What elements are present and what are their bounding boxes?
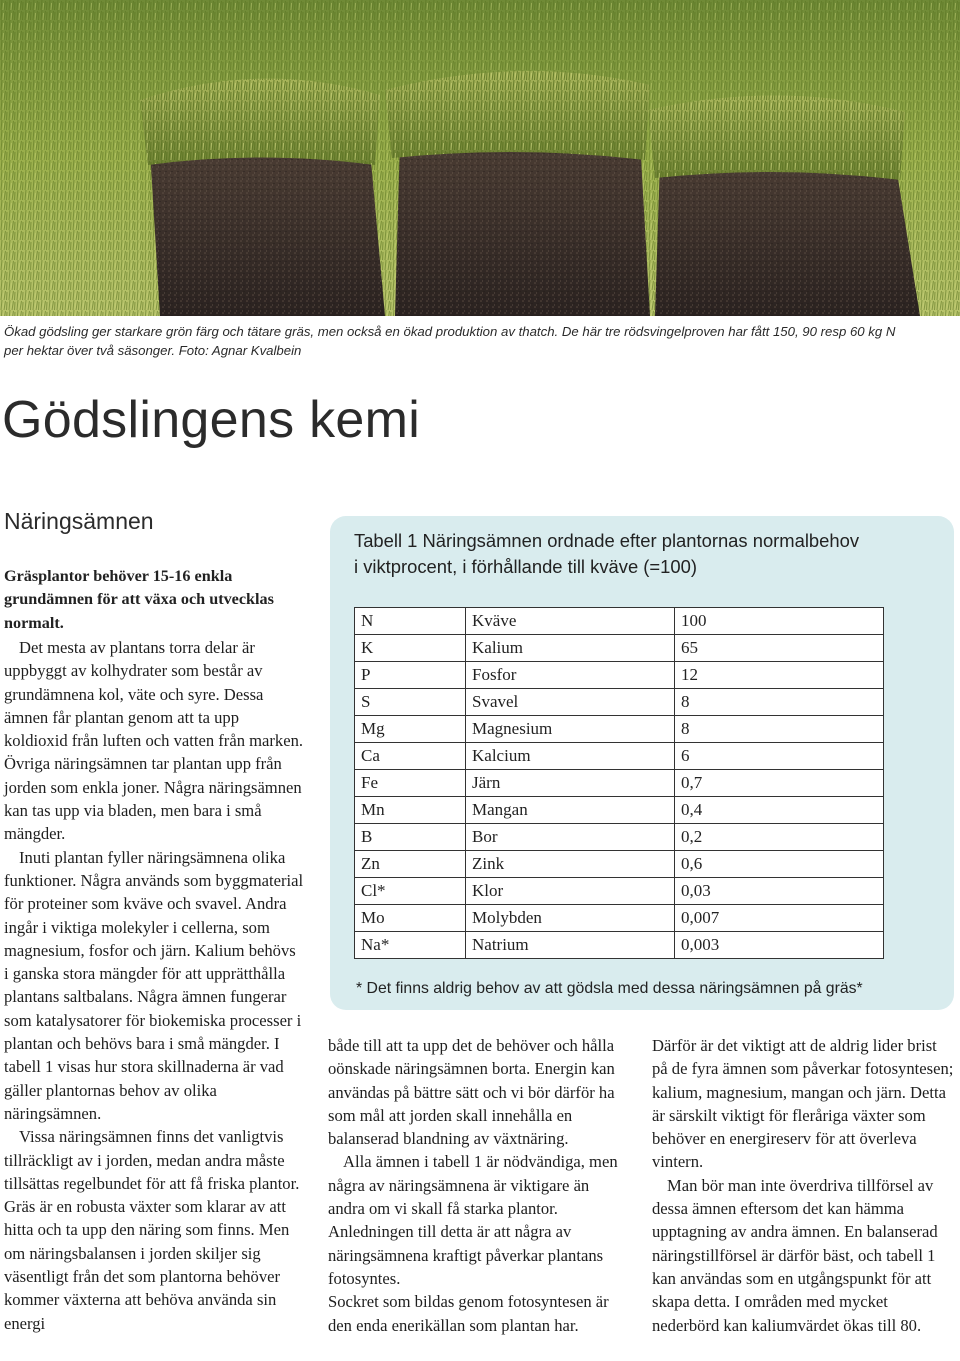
symbol-cell: K <box>355 635 466 662</box>
value-cell: 8 <box>675 689 884 716</box>
photo-caption <box>4 322 954 360</box>
table-title <box>354 528 944 580</box>
name-cell: Magnesium <box>466 716 675 743</box>
table-row <box>355 608 884 635</box>
caption-line-2: per hektar över två säsonger. Foto: Agnar Kvalbein <box>4 343 302 358</box>
symbol-cell: Zn <box>355 851 466 878</box>
symbol-cell: S <box>355 689 466 716</box>
table-row <box>355 932 884 959</box>
turf-samples-illustration <box>0 0 960 316</box>
table-row <box>355 635 884 662</box>
value-cell: 65 <box>675 635 884 662</box>
name-cell: Klor <box>466 878 675 905</box>
symbol-cell: N <box>355 608 466 635</box>
table-row <box>355 905 884 932</box>
paragraph: Inuti plantan fyller näringsämnena olika funktioner. Några används som byggmaterial för proteiner som kväve och svavel. Andra ingår i viktiga molekyler i cellerna, som magnesium, fosfor och järn. Kalium behövs i ganska stora mängder för att upprätthålla plantans saltbalans. Några ämnen fungerar som katalysatorer för biokemiska processer i plantan och behövs bara i små mängder. I tabell 1 visas hur stora skillnaderna är vad gäller plantornas behov av olika näringsämnen. <box>4 847 304 1123</box>
symbol-cell: Na* <box>355 932 466 959</box>
symbol-cell: Mo <box>355 905 466 932</box>
paragraph: både till att ta upp det de behöver och hålla oönskade näringsämnen borta. Energin kan användas på bättre sätt och vi bör därför ha som mål att jorden skall innehålla en balanserad blandning av växtnäring. <box>328 1036 615 1149</box>
value-cell: 0,003 <box>675 932 884 959</box>
table-row <box>355 797 884 824</box>
paragraph: Vissa näringsämnen finns det vanligtvis tillräckligt av i jorden, medan andra måste tillsättas regelbundet för att få friska plantor. Gräs är en robusta växter som klarar av att hitta och ta upp den näring som finns. Men om näringsbalansen i jorden skiljer sig väsentligt från det som plantorna behöver kommer växterna att behöva använda sin energi <box>4 1127 300 1333</box>
table-row <box>355 662 884 689</box>
nutrient-table <box>354 607 884 959</box>
name-cell: Järn <box>466 770 675 797</box>
table-row <box>355 716 884 743</box>
name-cell: Molybden <box>466 905 675 932</box>
lead-paragraph: Gräsplantor behöver 15-16 enkla grundämnen för att växa och utvecklas normalt. <box>4 567 274 632</box>
table-row <box>355 878 884 905</box>
body-column-3 <box>652 1034 954 1337</box>
name-cell: Kalcium <box>466 743 675 770</box>
paragraph: Man bör man inte överdriva tillförsel av dessa ämnen eftersom det kan hämma upptagning av andra ämnen. En balanserad näringstillförsel är därför bäst, och tabell 1 kan användas som en utgångspunkt för att skapa detta. I områden med mycket nederbörd kan kaliumvärdet ökas till 80. <box>652 1175 938 1335</box>
symbol-cell: Fe <box>355 770 466 797</box>
value-cell: 0,6 <box>675 851 884 878</box>
name-cell: Kväve <box>466 608 675 635</box>
value-cell: 6 <box>675 743 884 770</box>
table-row <box>355 824 884 851</box>
table-row <box>355 770 884 797</box>
symbol-cell: Mn <box>355 797 466 824</box>
table-title-line-1: Tabell 1 Näringsämnen ordnade efter plantornas normalbehov <box>354 530 860 551</box>
page-title: Gödslingens kemi <box>2 391 421 449</box>
value-cell: 0,2 <box>675 824 884 851</box>
body-column-2 <box>328 1034 630 1337</box>
turf-samples-photo <box>0 0 960 316</box>
paragraph: Det mesta av plantans torra delar är uppbyggt av kolhydrater som består av grundämnena kol, väte och syre. Dessa ämnen får plantan genom att ta upp koldioxid från luften och vatten från marken. Övriga näringsämnen tar plantan upp från jorden som enkla joner. Några näringsämnen kan tas upp via bladen, men bara i små mängder. <box>4 638 304 844</box>
section-heading: Näringsämnen <box>4 508 154 534</box>
value-cell: 0,03 <box>675 878 884 905</box>
paragraph: Därför är det viktigt att de aldrig lider brist på de fyra ämnen som påverkar fotosyntesen; kalium, magnesium, mangan och järn. Detta är särskilt viktigt för fleråriga växter som behöver en energireserv för att överleva vintern. <box>652 1036 954 1172</box>
name-cell: Mangan <box>466 797 675 824</box>
paragraph: Alla ämnen i tabell 1 är nödvändiga, men några av näringsämnena är viktigare än andra om vi skall få starka plantor. Anledningen till detta är att några av näringsämnena kraftigt påverkar plantans fotosyntes. <box>328 1152 618 1288</box>
symbol-cell: Ca <box>355 743 466 770</box>
body-column-1 <box>4 636 304 1335</box>
value-cell: 100 <box>675 608 884 635</box>
value-cell: 0,7 <box>675 770 884 797</box>
name-cell: Kalium <box>466 635 675 662</box>
value-cell: 8 <box>675 716 884 743</box>
symbol-cell: P <box>355 662 466 689</box>
name-cell: Fosfor <box>466 662 675 689</box>
name-cell: Zink <box>466 851 675 878</box>
nutrient-table-box <box>330 516 954 1010</box>
value-cell: 0,4 <box>675 797 884 824</box>
table-row <box>355 743 884 770</box>
symbol-cell: Cl* <box>355 878 466 905</box>
value-cell: 12 <box>675 662 884 689</box>
table-row <box>355 689 884 716</box>
table-row <box>355 851 884 878</box>
name-cell: Natrium <box>466 932 675 959</box>
name-cell: Bor <box>466 824 675 851</box>
name-cell: Svavel <box>466 689 675 716</box>
paragraph: Sockret som bildas genom fotosyntesen är den enda enerikällan som plantan har. <box>328 1292 609 1335</box>
symbol-cell: Mg <box>355 716 466 743</box>
table-title-line-2: i viktprocent, i förhållande till kväve (=100) <box>354 556 697 577</box>
value-cell: 0,007 <box>675 905 884 932</box>
symbol-cell: B <box>355 824 466 851</box>
caption-line-1: Ökad gödsling ger starkare grön färg och tätare gräs, men också en ökad produktion av thatch. De här tre rödsvingelproven har fått 150, 90 resp 60 kg N <box>4 324 896 339</box>
table-footnote: * Det finns aldrig behov av att gödsla med dessa näringsämnen på gräs* <box>356 980 863 997</box>
